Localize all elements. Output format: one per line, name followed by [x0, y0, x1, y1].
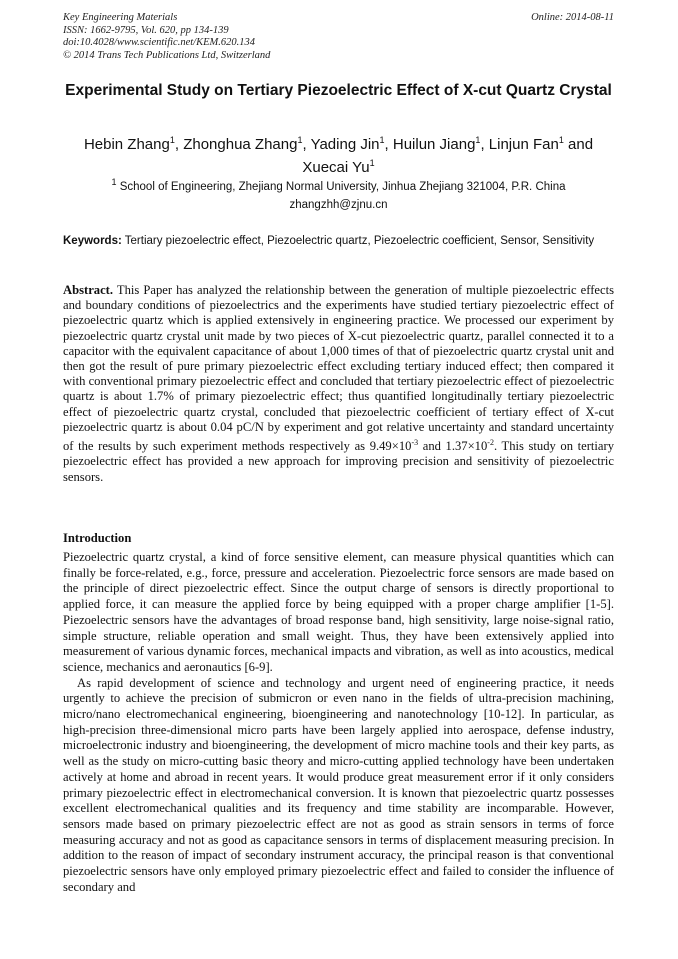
author-separator: , [384, 136, 393, 153]
author-affiliation-mark: 1 [369, 158, 375, 168]
paragraph: As rapid development of science and technology and urgent need of engineering practice, it needs urgently to achieve the precision of submicron or even nano in the fields of ultra-precision machining, micro/nano electromechanical engineering, bioengineering and nanotechnology [10-12]. In particular, as high-precision three-dimensional micro parts have been largely applied into aerospace, defense industry, microelectronic industry and bioengineering, the development of micro machine tools and their key parts, as well as the study on micro-cutting basic theory and micro-cutting applied technology have been undertaken actively at home and abroad in recent years. It would produce great measurement error if it only considers primary piezoelectric effect in electromechanical conversion. It is known that piezoelectric quartz possesses excellent electromechanical qualities and its frequency and time stability are incomparable. However, sensors made based on primary piezoelectric effect are not as good as strain sensors in terms of force measuring accuracy and not as good as capacitance sensors in terms of displacement measuring precision. In addition to the reason of impact of secondary instrument accuracy, the principal reason is that conventional piezoelectric sensors have only employed primary piezoelectric effect and failed to consider the influence of secondary and [63, 675, 614, 894]
author-affiliation-mark: 1 [169, 135, 175, 145]
running-header [63, 12, 614, 62]
author-affiliation-mark: 1 [297, 135, 303, 145]
section-heading-introduction: Introduction [63, 531, 132, 545]
exponent: -3 [411, 438, 419, 448]
keywords-text: Tertiary piezoelectric effect, Piezoelectric quartz, Piezoelectric coefficient, Sensor, Sensitivity [121, 235, 595, 247]
author-name: Huilun Jiang [392, 136, 476, 153]
abstract [63, 283, 614, 485]
abstract-text: This Paper has analyzed the relationship between the generation of multiple piezoelectric effects and boundary conditions of piezoelectrics and the experiments have studied tertiary piezoelectric effect of piezoelectric quartz which is applied extensively in engineering practice. We processed our experiment by piezoelectric quartz crystal unit made by two pieces of X-cut piezoelectric quartz, parallel connected it to a capacitor with the equivalent capacitance of about 1,000 times of that of piezoelectric quartz crystal unit and then got the result of pure primary piezoelectric effect excluding tertiary induced effect; then compared it with conventional primary piezoelectric effect and concluded that tertiary piezoelectric effect of piezoelectric quartz is about 1.7% of primary piezoelectric effect; thus quantified longitudinally tertiary piezoelectric effect of piezoelectric quartz crystal, concluded that piezoelectric coefficient of tertiary effect of X-cut piezoelectric quartz is about 0.04 pC/N by experiment and got relative uncertainty and standard uncertainty of the results by such experiment methods respectively as 9.49×10 [63, 283, 614, 454]
author-separator: and [563, 136, 594, 153]
online-date: Online: 2014-08-11 [531, 12, 614, 23]
copyright-line: © 2014 Trans Tech Publications Ltd, Switzerland [63, 49, 271, 61]
author-list [63, 131, 614, 177]
keywords-label: Keywords: [63, 235, 122, 247]
exponent: -2 [487, 438, 494, 448]
author-affiliation-mark: 1 [558, 135, 564, 145]
paragraph: Piezoelectric quartz crystal, a kind of force sensitive element, can measure physical quantities which can finally be force-related, e.g., force, pressure and acceleration. Piezoelectric force sensors are made based on the principle of direct piezoelectric effect. Since the output charge of sensors is directly proportional to applied force, it can measure the applied force by being equipped with a proper charge amplifier [1-5]. Piezoelectric sensors have the advantages of broad response band, high sensitivity, large noise-signal ratio, simple structure, reliable operation and small weight. Thus, they have been extensively applied into measurement of various dynamic forces, mechanical impacts and vibration, as well as into acoustics, medical science, mechanics and aeronautics [6-9]. [63, 550, 614, 674]
introduction-body [63, 550, 614, 895]
abstract-text: . This study on tertiary piezoelectric effect has provided a new approach for improving precision and sensitivity of piezoelectric sensors. [63, 439, 614, 484]
affiliation-text: School of Engineering, Zhejiang Normal University, Jinhua Zhejiang 321004, P.R. China [116, 180, 566, 193]
author-affiliation-mark: 1 [379, 135, 385, 145]
paper-title: Experimental Study on Tertiary Piezoelectric Effect of X-cut Quartz Crystal [65, 82, 612, 99]
affiliation [63, 175, 614, 195]
author-name: Yading Jin [310, 136, 380, 153]
contact-email: zhangzhh@zjnu.cn [289, 199, 388, 211]
author-name: Linjun Fan [488, 136, 559, 153]
doi-line: doi:10.4028/www.scientific.net/KEM.620.134 [63, 37, 255, 48]
journal-name: Key Engineering Materials [63, 12, 178, 23]
author-affiliation-mark: 1 [475, 135, 481, 145]
author-separator: , [174, 136, 184, 153]
author-name: Hebin Zhang [83, 136, 170, 153]
keywords [63, 234, 614, 249]
abstract-text: and 1.37×10 [418, 439, 488, 454]
author-name: Zhonghua Zhang [183, 136, 298, 153]
abstract-label: Abstract. [63, 283, 114, 297]
author-separator: , [302, 136, 311, 153]
affiliation-number: 1 [111, 177, 117, 187]
author-separator: , [480, 136, 489, 153]
issn-line: ISSN: 1662-9795, Vol. 620, pp 134-139 [63, 24, 229, 36]
author-name: Xuecai Yu [302, 159, 370, 176]
